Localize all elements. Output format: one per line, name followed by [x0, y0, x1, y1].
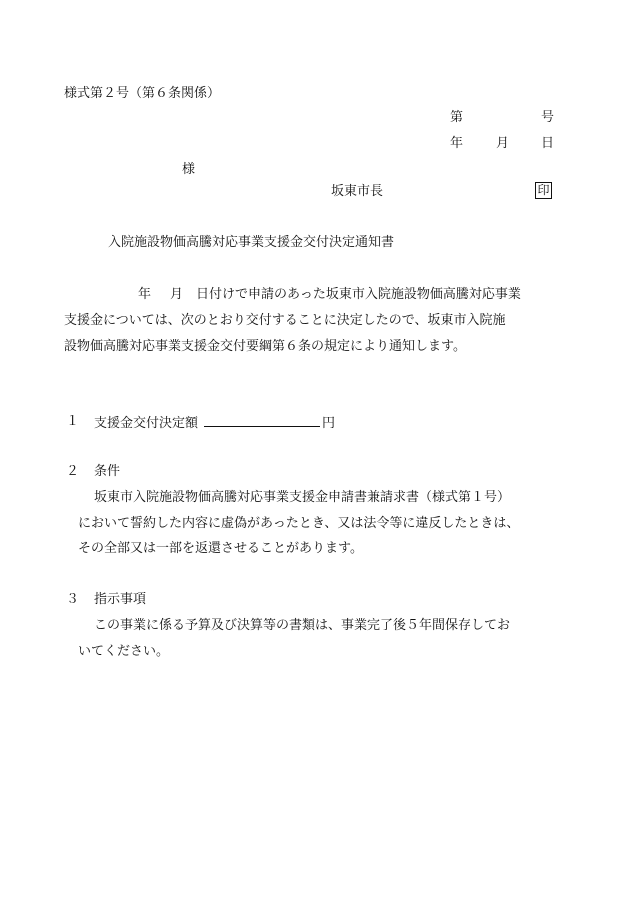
- intro-line-3: 設物価高騰対応事業支援金交付要綱第６条の規定により通知します。: [64, 339, 466, 354]
- section-2-body-line-3: その全部又は一部を返還させることがあります。: [78, 541, 363, 556]
- section-3-number: ３: [66, 592, 80, 607]
- form-label: 様式第２号（第６条関係）: [64, 86, 221, 101]
- section-3-heading: 指示事項: [94, 592, 147, 607]
- header-date-month: 月: [496, 136, 510, 151]
- sender-name: 坂東市長: [331, 184, 384, 199]
- number-suffix: 号: [541, 110, 555, 125]
- number-prefix: 第: [450, 110, 464, 125]
- intro-line-1: 日付けで申請のあった坂東市入院施設物価高騰対応事業: [196, 287, 521, 302]
- section-2-heading: 条件: [94, 464, 121, 479]
- seal-mark: 印: [535, 182, 552, 199]
- intro-line-2: 支援金については、次のとおり交付することに決定したので、坂東市入院施: [64, 313, 506, 328]
- header-date-day: 日: [541, 136, 555, 151]
- section-1-number: １: [66, 414, 80, 429]
- section-3-body-line-1: この事業に係る予算及び決算等の書類は、事業完了後５年間保存してお: [94, 618, 511, 633]
- document-title: 入院施設物価高騰対応事業支援金交付決定通知書: [108, 235, 395, 250]
- addressee-honorific: 様: [182, 162, 196, 177]
- section-2-body-line-2: において誓約した内容に虚偽があったとき、又は法令等に違反したときは、: [78, 516, 520, 531]
- header-date-year: 年: [450, 136, 464, 151]
- amount-unit: 円: [322, 416, 336, 431]
- section-1-heading: 支援金交付決定額: [94, 416, 199, 431]
- amount-blank-line: [204, 414, 320, 427]
- section-1-amount-row: [94, 414, 335, 432]
- intro-date-month: 月: [170, 287, 184, 302]
- section-3-body-line-2: いてください。: [78, 644, 170, 659]
- section-2-body-line-1: 坂東市入院施設物価高騰対応事業支援金申請書兼請求書（様式第１号）: [94, 490, 511, 505]
- intro-date-year: 年: [138, 287, 152, 302]
- section-2-number: ２: [66, 464, 80, 479]
